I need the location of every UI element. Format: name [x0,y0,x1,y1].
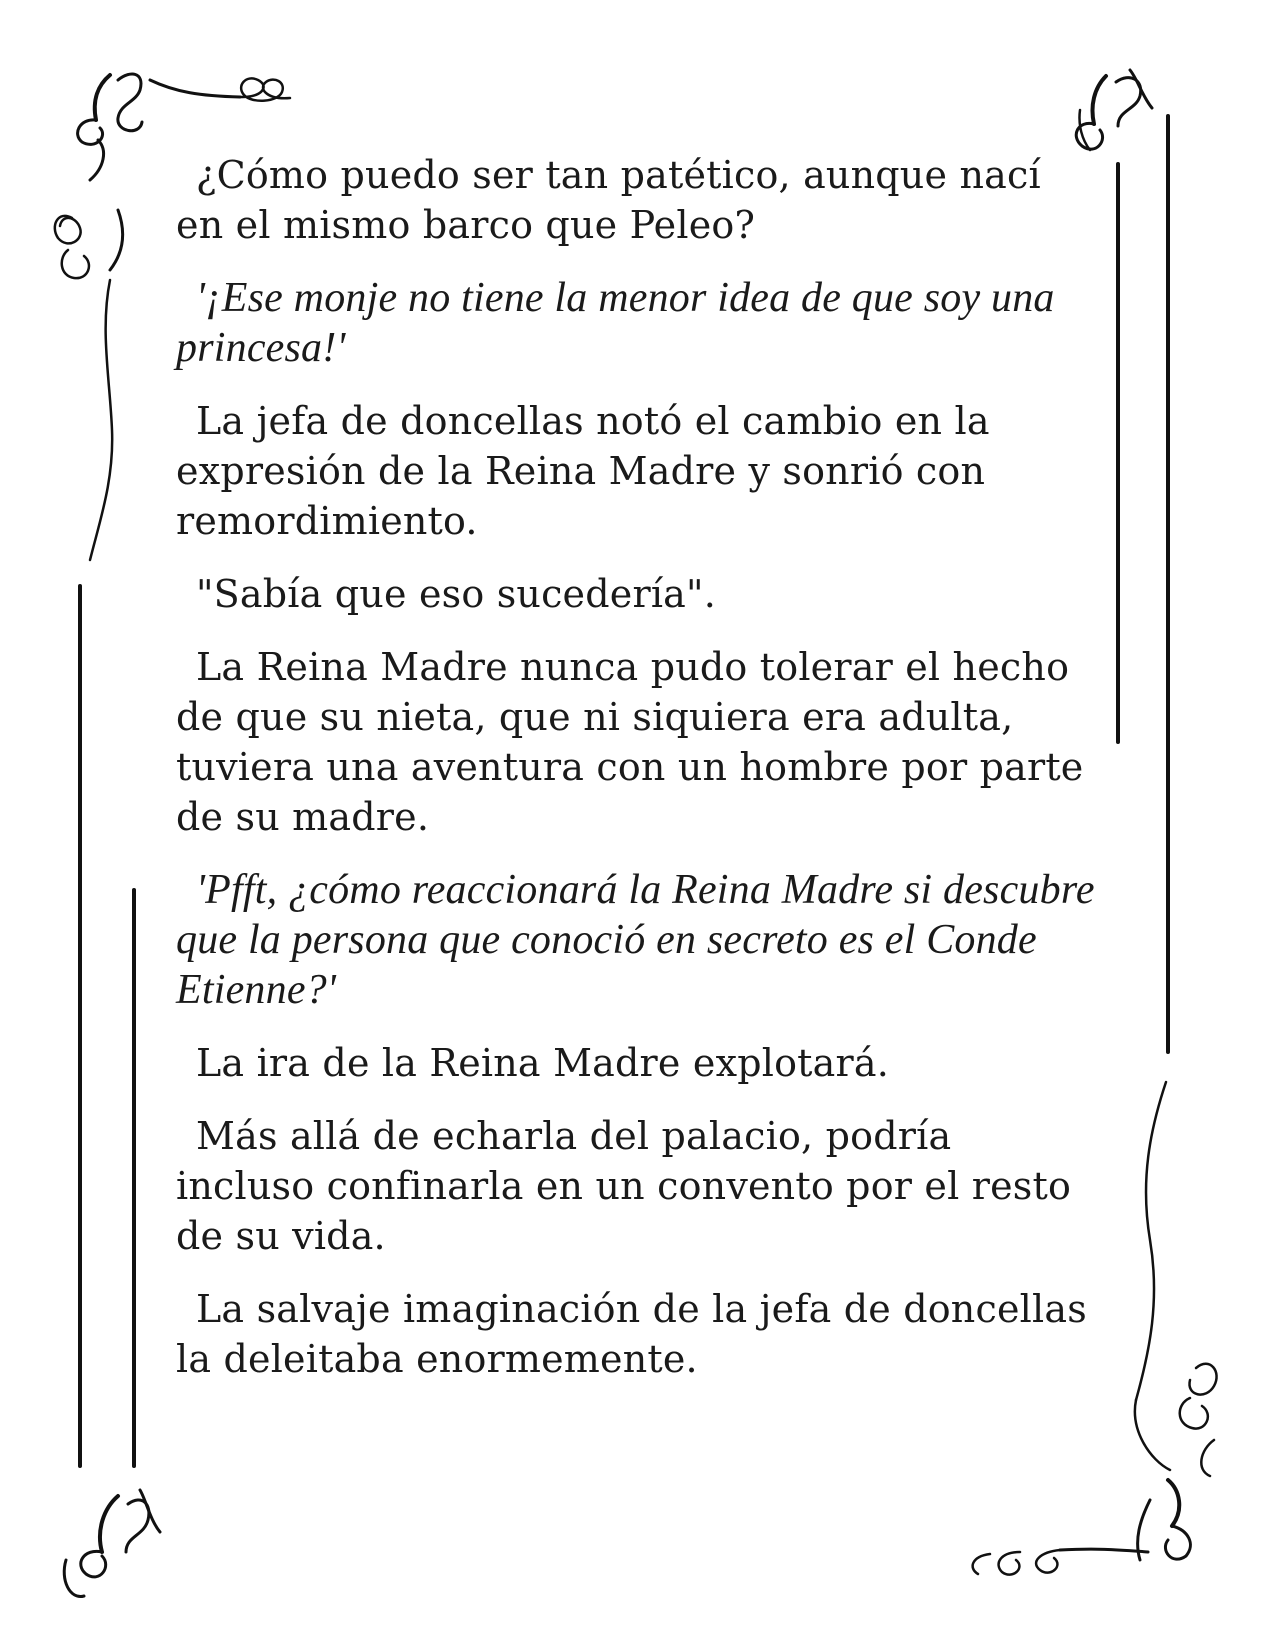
thought-paragraph: 'Pfft, ¿cómo reaccionará la Reina Madre si descubre que la persona que conoció en secreto es el Conde Etienne?' [176,867,1095,1013]
chapter-text [176,150,1096,1407]
narrative-paragraph: "Sabía que eso sucedería". [196,572,716,616]
bottom-left-flourish-icon [64,1490,160,1597]
narrative-paragraph: La Reina Madre nunca pudo tolerar el hecho de que su nieta, que ni siquiera era adulta, tuviera una aventura con un hombre por parte de su madre. [176,645,1084,839]
narrative-paragraph: La salvaje imaginación de la jefa de doncellas la deleitaba enormemente. [176,1287,1087,1381]
narrative-paragraph: ¿Cómo puedo ser tan patético, aunque nací en el mismo barco que Peleo? [176,153,1041,247]
narrative-paragraph: La ira de la Reina Madre explotará. [196,1041,889,1085]
narrative-paragraph: La jefa de doncellas notó el cambio en la expresión de la Reina Madre y sonrió con remordimiento. [176,399,990,543]
thought-paragraph: '¡Ese monje no tiene la menor idea de que soy una princesa!' [176,275,1055,371]
top-right-flourish-icon [1076,70,1152,150]
narrative-paragraph: Más allá de echarla del palacio, podría incluso confinarla en un convento por el resto de su vida. [176,1114,1072,1258]
